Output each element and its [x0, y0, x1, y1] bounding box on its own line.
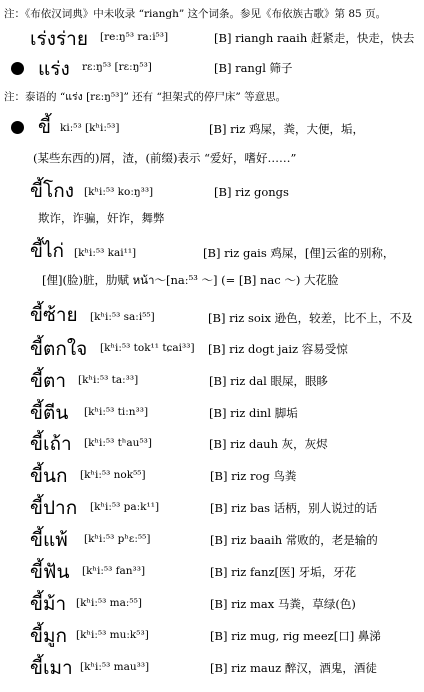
- entry-thai: ขี้ปาก: [30, 497, 78, 519]
- entry-thai: ขี้: [38, 116, 51, 138]
- entry-thai: ขี้ฟัน: [30, 561, 70, 583]
- entry-pron: kiː⁵³ [kʰiː⁵³]: [60, 122, 120, 134]
- entry-thai: ขี้ไก่: [30, 240, 65, 262]
- entry-continuation: 欺诈，诈骗，奸诈，舞弊: [38, 211, 165, 225]
- entry-pron: [kʰiː⁵³ kai¹¹]: [74, 247, 137, 259]
- entry-thai: ขี้ตกใจ: [30, 338, 88, 360]
- entry-thai: ขี้ตา: [30, 370, 66, 392]
- entry-pron: [reːŋ⁵³ raːi⁵³]: [100, 31, 169, 43]
- entry-pron: [kʰiː⁵³ tiːn³³]: [84, 406, 149, 418]
- entry-gloss: [B] riz bas 话柄，别人说过的话: [210, 501, 378, 515]
- entry-pron: [kʰiː⁵³ fan³³]: [82, 565, 146, 577]
- entry-pron: [kʰiː⁵³ mau³³]: [80, 661, 150, 673]
- entry-gloss: [B] riz gongs: [214, 185, 289, 199]
- entry-thai: ขี้เมา: [30, 657, 73, 679]
- bullet-icon: [11, 62, 24, 75]
- entry-thai: เร่งร่าย: [30, 28, 88, 50]
- entry-thai: ขี้ม้า: [30, 593, 67, 615]
- entry-continuation: [俚](脸)脏，肋赋 หน้า～[naː⁵³ ～] (= [B] nac ～) 大花脸: [42, 273, 339, 287]
- entry-pron: [kʰiː⁵³ pʰɛː⁵⁵]: [84, 533, 151, 545]
- entry-gloss: [B] riz max 马粪，草绿(色): [210, 597, 356, 611]
- entry-pron: [kʰiː⁵³ muːk⁵³]: [76, 629, 149, 641]
- entry-thai: ขี้ซ้าย: [30, 304, 78, 326]
- entry-pron: [kʰiː⁵³ koːŋ³³]: [84, 186, 154, 198]
- entry-pron: [kʰiː⁵³ maː⁵⁵]: [76, 597, 142, 609]
- entry-gloss: [B] riz soix 逊色，较差，比不上，不及: [208, 311, 413, 325]
- entry-pron: rɛːŋ⁵³ [rɛːŋ⁵³]: [82, 61, 152, 73]
- entry-thai: ขี้เถ้า: [30, 433, 72, 455]
- entry-continuation: (某些东西的)屑，渣，(前缀)表示 “爱好，嗜好……”: [33, 151, 297, 165]
- entry-thai: แร่ง: [38, 58, 70, 80]
- entry-gloss: [B] riz dogt jaiz 容易受惊: [208, 342, 348, 356]
- bullet-icon: [11, 121, 24, 134]
- entry-gloss: [B] riz dauh 灰，灰烬: [209, 437, 328, 451]
- entry-pron: [kʰiː⁵³ paːk¹¹]: [90, 501, 160, 513]
- entry-gloss: [B] riz rog 鸟粪: [210, 469, 297, 483]
- note-2: 注：泰语的 “แร่ง [rɛːŋ⁵³]” 还有 “担架式的停尸床” 等意思。: [4, 91, 287, 103]
- entry-thai: ขี้โกง: [30, 180, 74, 202]
- entry-gloss: [B] riz gais 鸡屎，[俚]云雀的别称，: [203, 246, 395, 260]
- entry-pron: [kʰiː⁵³ tok¹¹ tɕai³³]: [100, 342, 195, 354]
- entry-gloss: [B] riz 鸡屎，粪，大便，垢，: [209, 122, 364, 136]
- entry-gloss: [B] riz baaih 常败的，老是输的: [210, 533, 378, 547]
- entry-thai: ขี้มูก: [30, 625, 68, 647]
- entry-thai: ขี้นก: [30, 465, 68, 487]
- entry-pron: [kʰiː⁵³ nok⁵⁵]: [80, 469, 146, 481]
- entry-pron: [kʰiː⁵³ saːi⁵⁵]: [90, 311, 155, 323]
- entry-gloss: [B] riz mug, rig meez[口] 鼻涕: [210, 629, 381, 643]
- entry-gloss: [B] riz dal 眼屎，眼眵: [209, 374, 329, 388]
- entry-thai: ขี้ตีน: [30, 402, 69, 424]
- entry-thai: ขี้แพ้: [30, 529, 68, 551]
- entry-gloss: [B] riz dinl 脚垢: [209, 406, 298, 420]
- entry-gloss: [B] riangh raaih 赶紧走，快走，快去: [214, 31, 415, 45]
- entry-pron: [kʰiː⁵³ tʰau⁵³]: [84, 437, 152, 449]
- entry-gloss: [B] riz mauz 醉汉，酒鬼，酒徒: [210, 661, 377, 675]
- note-1: 注：《布依汉词典》中未收录 “riangh” 这个词条。参见《布依族古歌》第 85 页。: [4, 8, 387, 20]
- entry-gloss: [B] riz fanz[医] 牙垢，牙花: [210, 565, 357, 579]
- entry-gloss: [B] rangl 筛子: [214, 61, 293, 75]
- entry-pron: [kʰiː⁵³ taː³³]: [78, 374, 139, 386]
